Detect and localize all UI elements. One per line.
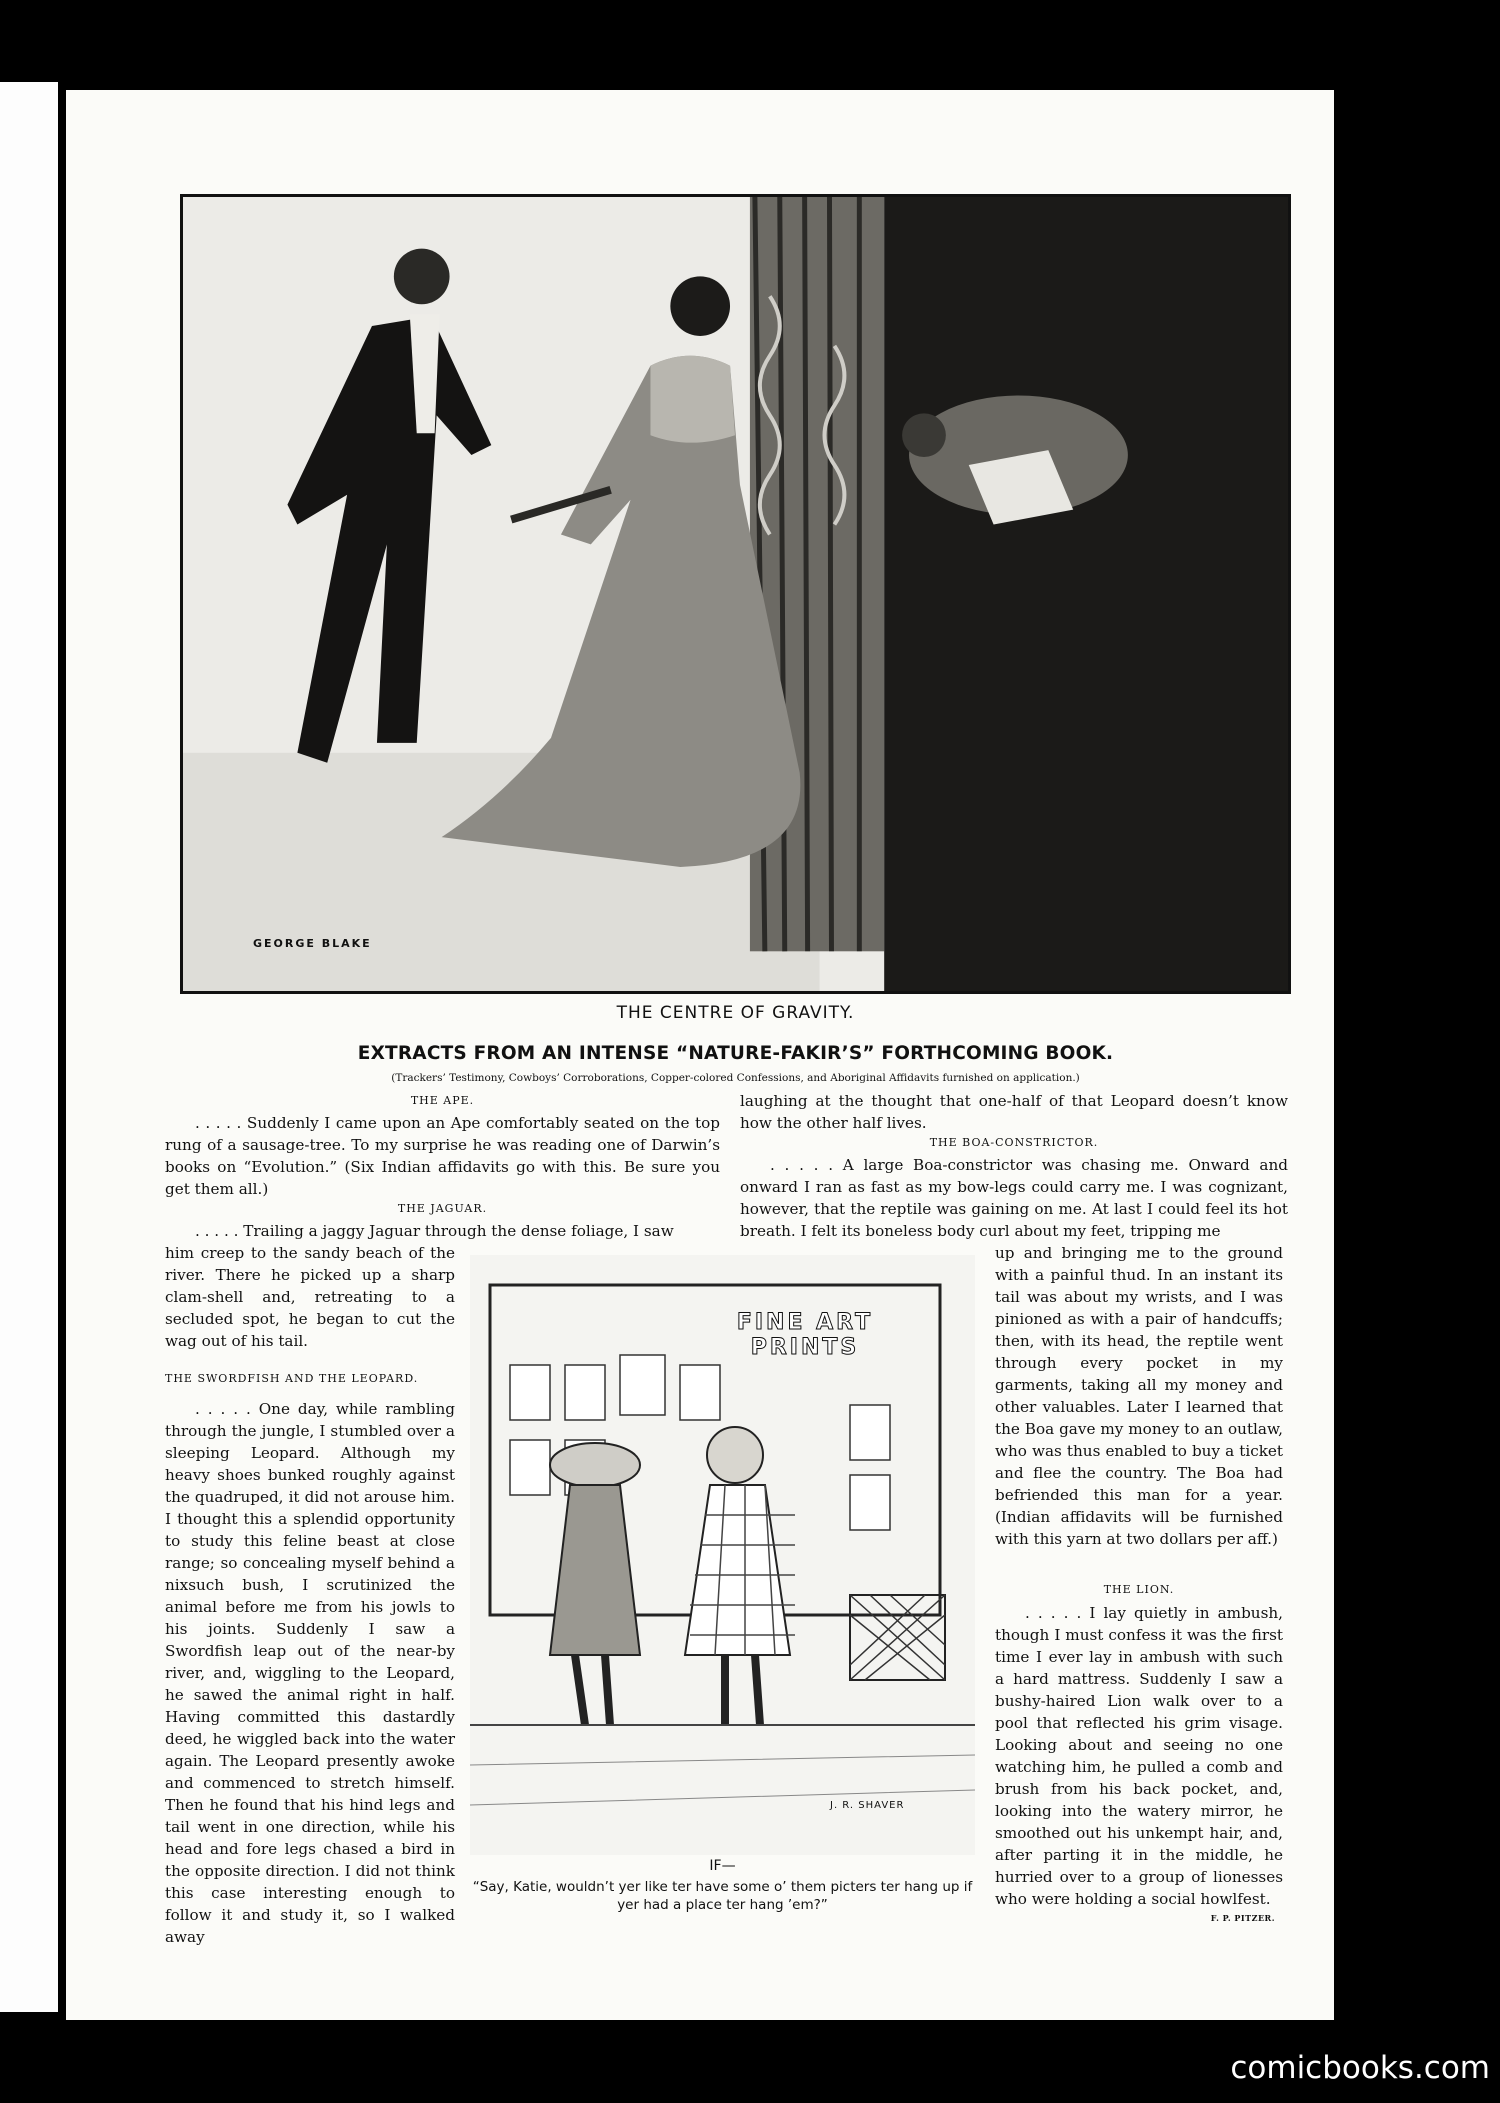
swordfish-continuation-text: laughing at the thought that one-half of that Leopard doesn’t know how the other half lives.	[740, 1092, 1288, 1132]
swordfish-continuation	[740, 1090, 1288, 1134]
jaguar-paragraph-end: him creep to the sandy beach of the river. There he picked up a sharp clam-shell and, retreating to a secluded spot, he began to cut the wag out of his tail.	[165, 1244, 455, 1350]
article-headline: EXTRACTS FROM AN INTENSE “NATURE-FAKIR’S” FORTHCOMING BOOK.	[357, 1043, 1114, 1064]
boa-text-narrow	[995, 1242, 1283, 1550]
cartoon-illustration	[470, 1255, 975, 1855]
lion-section-title: THE LION.	[1103, 1583, 1175, 1596]
boa-paragraph-start: . . . . . A large Boa-constrictor was chasing me. Onward and onward I ran as fast as my bow-legs could carry me. I was cognizant, however, that the reptile was gaining on me. At last I could feel its hot breath. I felt its boneless body curl about my feet, tripping me	[740, 1156, 1288, 1240]
article-subhead: (Trackers’ Testimony, Cowboys’ Corroborations, Copper-colored Confessions, and Aboriginal Affidavits furnished on application.)	[391, 1072, 1080, 1084]
ape-section-title: THE APE.	[410, 1094, 475, 1107]
cartoon-caption: “Say, Katie, wouldn’t yer like ter have some o’ them picters ter hang up if yer had a place ter hang ’em?”	[472, 1879, 973, 1913]
swordfish-section-title: THE SWORDFISH AND THE LEOPARD.	[165, 1372, 419, 1385]
lion-text	[995, 1602, 1283, 1910]
boa-text-wide	[740, 1154, 1288, 1242]
main-illustration	[180, 194, 1291, 994]
adjacent-page-edge	[0, 82, 58, 2012]
author-byline: F. P. PITZER.	[1210, 1913, 1275, 1923]
site-watermark: comicbooks.com	[1230, 2050, 1490, 2086]
illustration-caption: THE CENTRE OF GRAVITY.	[616, 1003, 855, 1023]
boa-section-title: THE BOA-CONSTRICTOR.	[929, 1136, 1099, 1149]
swordfish-text	[165, 1398, 455, 1948]
ape-paragraph: . . . . . Suddenly I came upon an Ape comfortably seated on the top rung of a sausage-tree. To my surprise he was reading one of Darwin’s books on “Evolution.” (Six Indian affidavits go with this. Be sure you get them all.)	[165, 1114, 720, 1198]
cartoon-signature: J. R. SHAVER	[830, 1800, 905, 1811]
cartoon-shop-sign: FINE ART PRINTS	[736, 1310, 874, 1360]
illustration-signature: GEORGE BLAKE	[253, 937, 372, 950]
lion-paragraph: . . . . . I lay quietly in ambush, though I must confess it was the first time I ever lay in ambush with such a hard mattress. Suddenly I saw a bushy-haired Lion walk over to a pool that reflected his grim visage. Looking about and seeing no one watching him, he pulled a comb and brush from his back pocket, and, looking into the watery mirror, he smoothed out his unkempt hair, and, after parting it in the middle, he hurried over to a group of lionesses who were holding a social howlfest.	[995, 1604, 1283, 1908]
jaguar-text-narrow	[165, 1242, 455, 1352]
cartoon-title: IF—	[709, 1858, 736, 1874]
swordfish-paragraph: . . . . . One day, while rambling through the jungle, I stumbled over a sleeping Leopard. Although my heavy shoes bunked roughly against the quadruped, it did not arouse him. I thought this a splendid opportunity to study this feline beast at close range; so concealing myself behind a nixsuch bush, I scrutinized the animal before me from his jowls to his joints. Suddenly I saw a Swordfish leap out of the near-by river, and, wiggling to the Leopard, he sawed the animal right in half. Having committed this dastardly deed, he wiggled back into the water again. The Leopard presently awoke and commenced to stretch himself. Then he found that his hind legs and tail went in one direction, while his head and fore legs chased a bird in the opposite direction. I did not think this case interesting enough to follow it and study it, so I walked away	[165, 1400, 455, 1946]
jaguar-paragraph-start: . . . . . Trailing a jaggy Jaguar through the dense foliage, I saw	[195, 1222, 674, 1240]
jaguar-section-title: THE JAGUAR.	[397, 1202, 488, 1215]
jaguar-text-wide	[165, 1220, 720, 1242]
boa-paragraph-end: up and bringing me to the ground with a painful thud. In an instant its tail was about my wrists, and I was pinioned as with a pair of handcuffs; then, with its head, the reptile went through every pocket in my garments, taking all my money and other valuables. Later I learned that the Boa gave my money to an outlaw, who was thus enabled to buy a ticket and flee the country. The Boa had befriended this man for a year. (Indian affidavits will be furnished with this yarn at two dollars per aff.)	[995, 1244, 1283, 1548]
ape-section-text	[165, 1112, 720, 1200]
